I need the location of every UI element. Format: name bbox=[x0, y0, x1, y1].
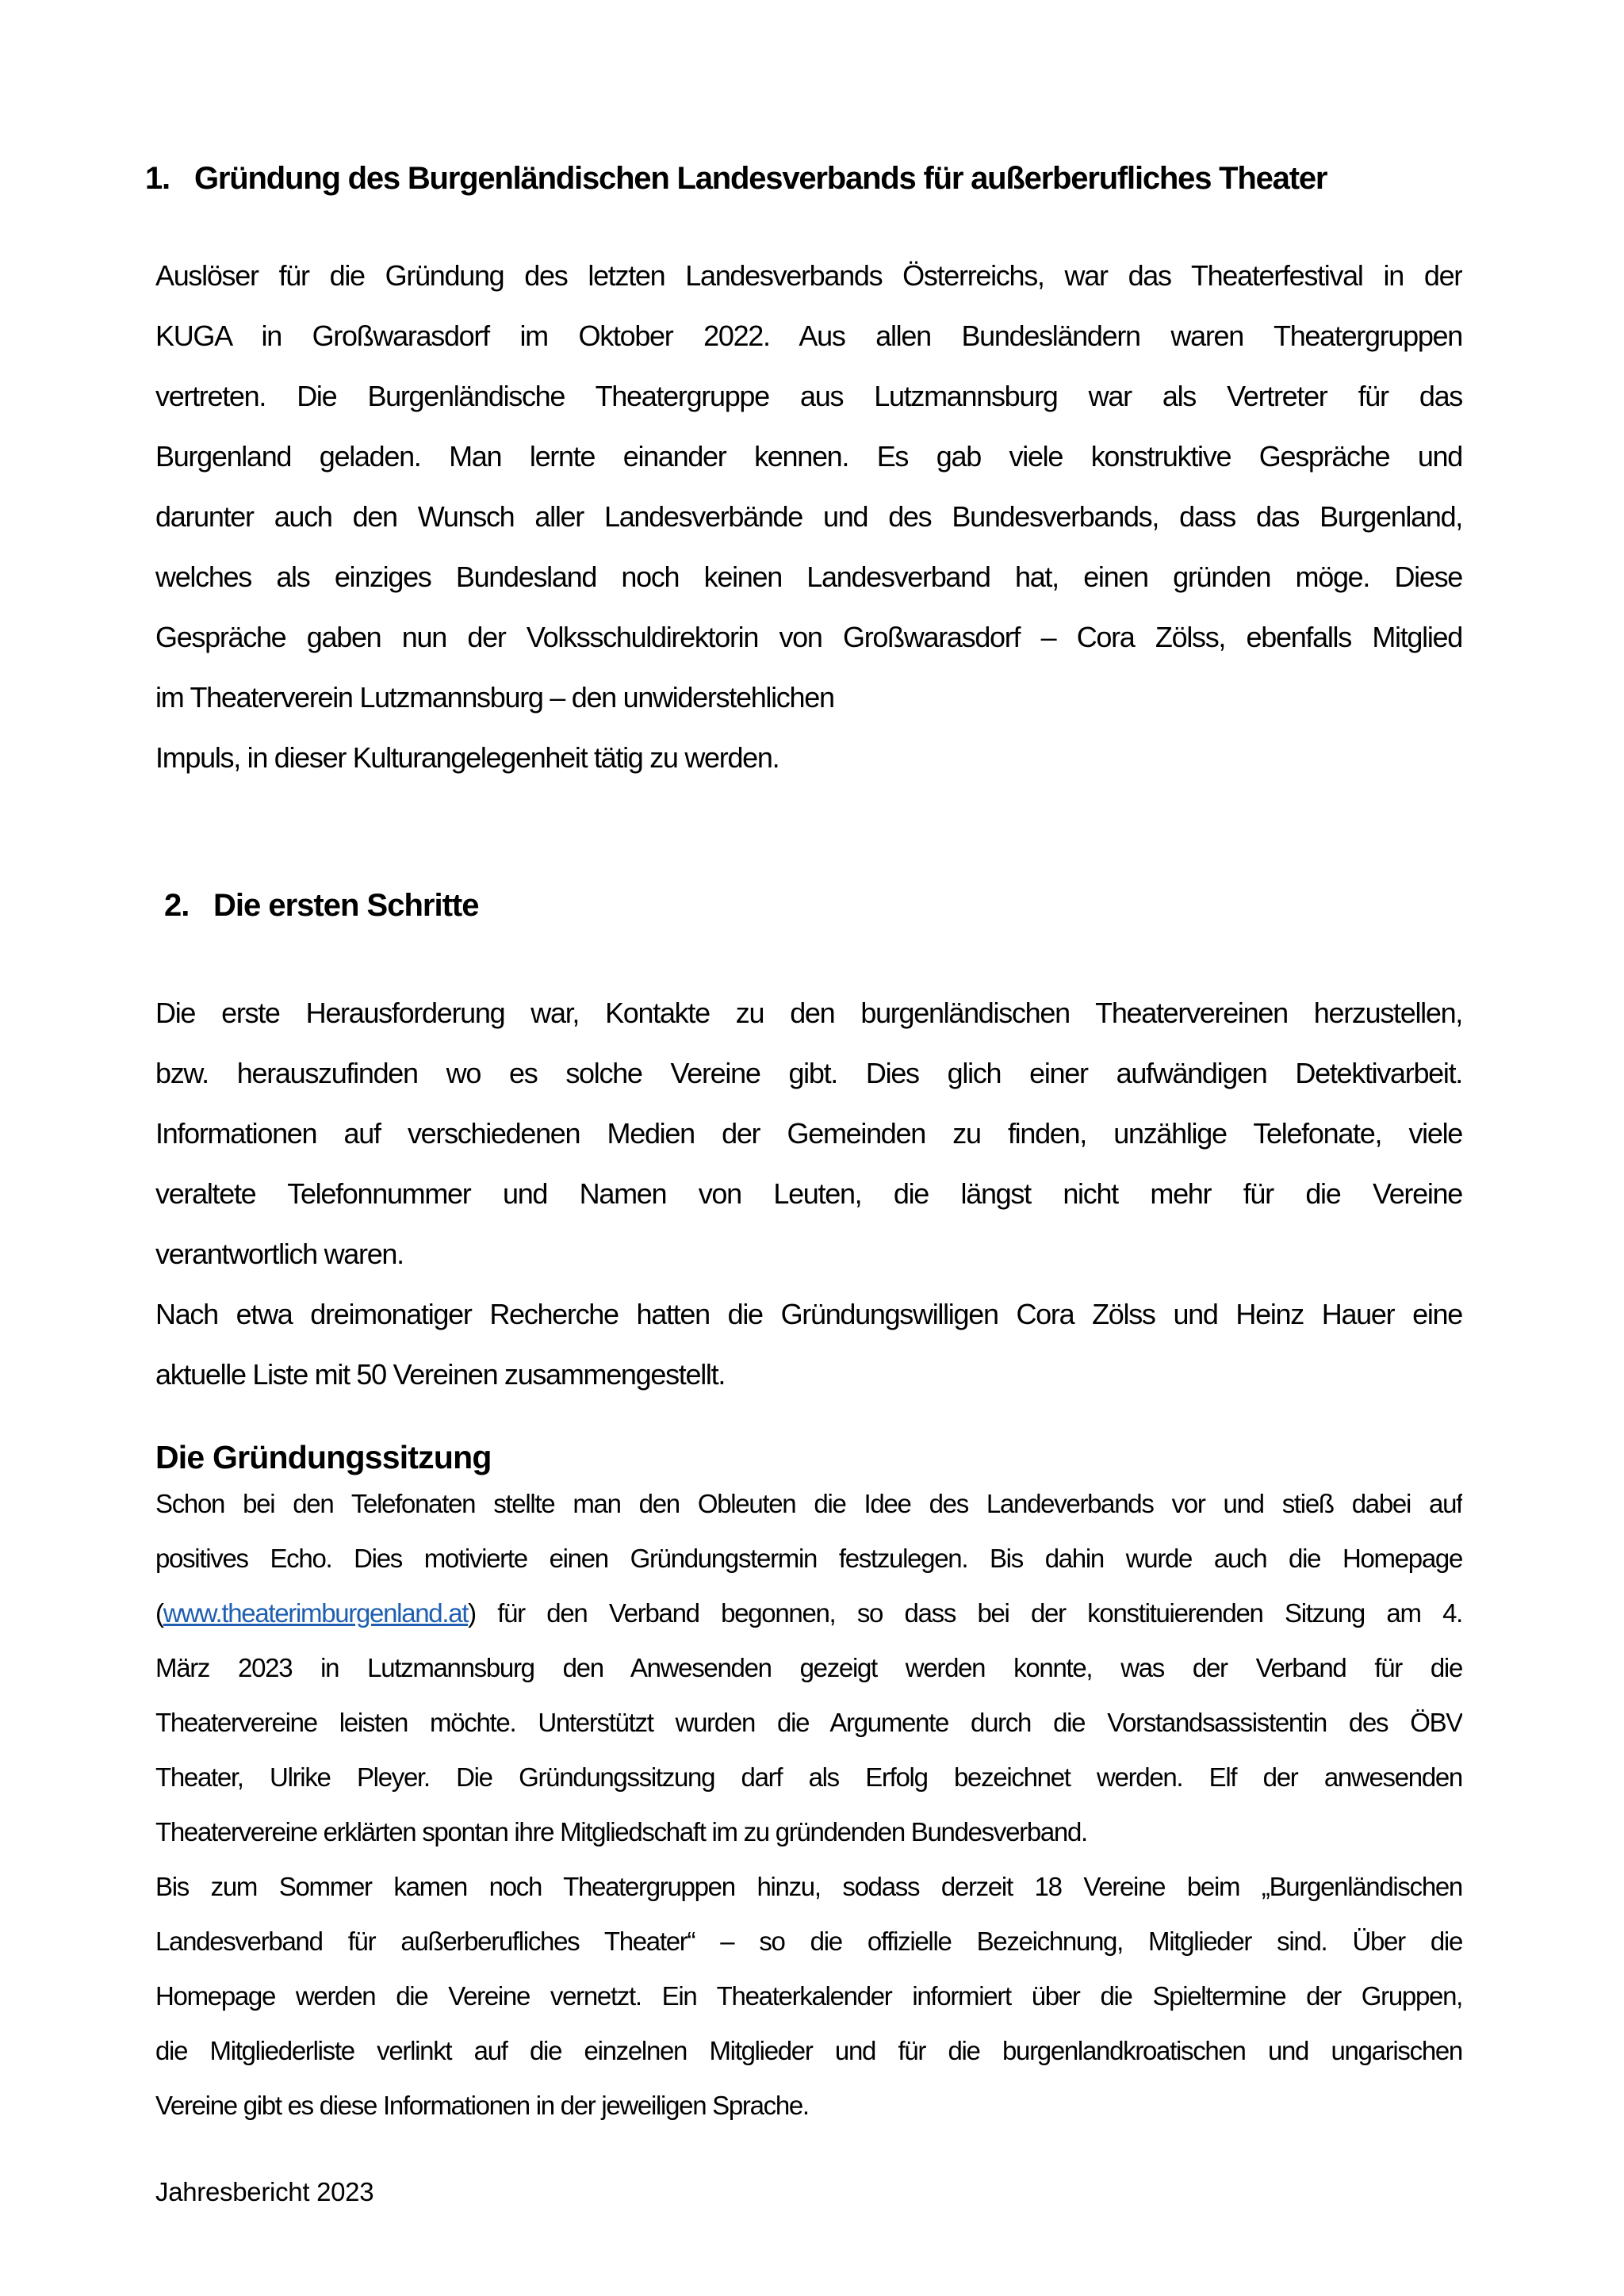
text-line: im Theaterverein Lutzmannsburg – den unwiderstehlichen bbox=[155, 681, 834, 714]
text-line: welches als einziges Bundesland noch keinen Landesverband hat, einen gründen möge. Diese bbox=[155, 561, 1462, 593]
text-line: KUGA in Großwarasdorf im Oktober 2022. Aus allen Bundesländern waren Theatergruppen bbox=[155, 320, 1462, 352]
text-line: Landesverband für außerberufliches Theater“ – so die offizielle Bezeichnung, Mitglieder sind. Über die bbox=[155, 1927, 1462, 1956]
text-line: die Mitgliederliste verlinkt auf die einzelnen Mitglieder und für die burgenlandkroatischen und ungarischen bbox=[155, 2036, 1462, 2065]
section-2-number: 2. bbox=[164, 888, 190, 923]
text-line: Schon bei den Telefonaten stellte man den Obleuten die Idee des Landeverbands vor und stieß dabei auf bbox=[155, 1489, 1462, 1518]
text-line: veraltete Telefonnummer und Namen von Leuten, die längst nicht mehr für die Vereine bbox=[155, 1177, 1462, 1210]
text-line: Auslöser für die Gründung des letzten Landesverbands Österreichs, war das Theaterfestival in der bbox=[155, 259, 1462, 292]
page-footer: Jahresbericht 2023 bbox=[155, 2177, 374, 2206]
text-line: Informationen auf verschiedenen Medien der Gemeinden zu finden, unzählige Telefonate, viele bbox=[155, 1117, 1462, 1150]
text-line: bzw. herauszufinden wo es solche Vereine gibt. Dies glich einer aufwändigen Detektivarbeit. bbox=[155, 1057, 1462, 1089]
text-line: Theatervereine erklärten spontan ihre Mitgliedschaft im zu gründenden Bundesverband. bbox=[155, 1817, 1087, 1846]
text-line: Die erste Herausforderung war, Kontakte zu den burgenländischen Theatervereinen herzustellen, bbox=[155, 997, 1462, 1029]
section-1-heading bbox=[145, 159, 1493, 198]
text-line: Impuls, in dieser Kulturangelegenheit tätig zu werden. bbox=[155, 741, 779, 774]
section-3-heading: Die Gründungssitzung bbox=[155, 1439, 492, 1475]
text-line: aktuelle Liste mit 50 Vereinen zusammengestellt. bbox=[155, 1358, 726, 1391]
paren: ( bbox=[155, 1598, 163, 1628]
text-line: darunter auch den Wunsch aller Landesverbände und des Bundesverbands, dass das Burgenland, bbox=[155, 500, 1462, 533]
text-line-with-link bbox=[155, 1586, 1462, 1640]
section-2-title: Die ersten Schritte bbox=[213, 888, 479, 923]
section-3-paragraph bbox=[155, 1476, 1462, 2133]
text-line: Theater, Ulrike Pleyer. Die Gründungssitzung darf als Erfolg bezeichnet werden. Elf der anwesenden bbox=[155, 1762, 1462, 1792]
text-line: vertreten. Die Burgenländische Theatergruppe aus Lutzmannsburg war als Vertreter für das bbox=[155, 380, 1462, 412]
section-1-title: Gründung des Burgenländischen Landesverbands für außerberufliches Theater bbox=[194, 161, 1327, 196]
text-line: Vereine gibt es diese Informationen in der jeweiligen Sprache. bbox=[155, 2091, 809, 2120]
text-line: Nach etwa dreimonatiger Recherche hatten die Gründungswilligen Cora Zölss und Heinz Hauer eine bbox=[155, 1298, 1462, 1330]
text-line: verantwortlich waren. bbox=[155, 1238, 404, 1270]
section-1-paragraph bbox=[155, 246, 1462, 788]
text-line: März 2023 in Lutzmannsburg den Anwesenden gezeigt werden konnte, was der Verband für die bbox=[155, 1653, 1462, 1682]
text-line: Gespräche gaben nun der Volksschuldirektorin von Großwarasdorf – Cora Zölss, ebenfalls Mitglied bbox=[155, 621, 1462, 653]
section-2-heading bbox=[164, 886, 478, 925]
text-line: Bis zum Sommer kamen noch Theatergruppen hinzu, sodass derzeit 18 Vereine beim „Burgenländischen bbox=[155, 1872, 1462, 1901]
text-line: Homepage werden die Vereine vernetzt. Ein Theaterkalender informiert über die Spieltermine der Gruppen, bbox=[155, 1981, 1462, 2011]
homepage-link[interactable]: www.theaterimburgenland.at bbox=[163, 1598, 469, 1628]
text-line: Burgenland geladen. Man lernte einander kennen. Es gab viele konstruktive Gespräche und bbox=[155, 440, 1462, 473]
link-line-rest: ) für den Verband begonnen, so dass bei der konstituierenden Sitzung am 4. bbox=[468, 1598, 1462, 1628]
text-line: Theatervereine leisten möchte. Unterstützt wurden die Argumente durch die Vorstandsassistentin des ÖBV bbox=[155, 1708, 1462, 1737]
section-2-paragraph bbox=[155, 983, 1462, 1405]
text-line: positives Echo. Dies motivierte einen Gründungstermin festzulegen. Bis dahin wurde auch die Homepage bbox=[155, 1544, 1462, 1573]
section-1-number: 1. bbox=[145, 161, 170, 196]
